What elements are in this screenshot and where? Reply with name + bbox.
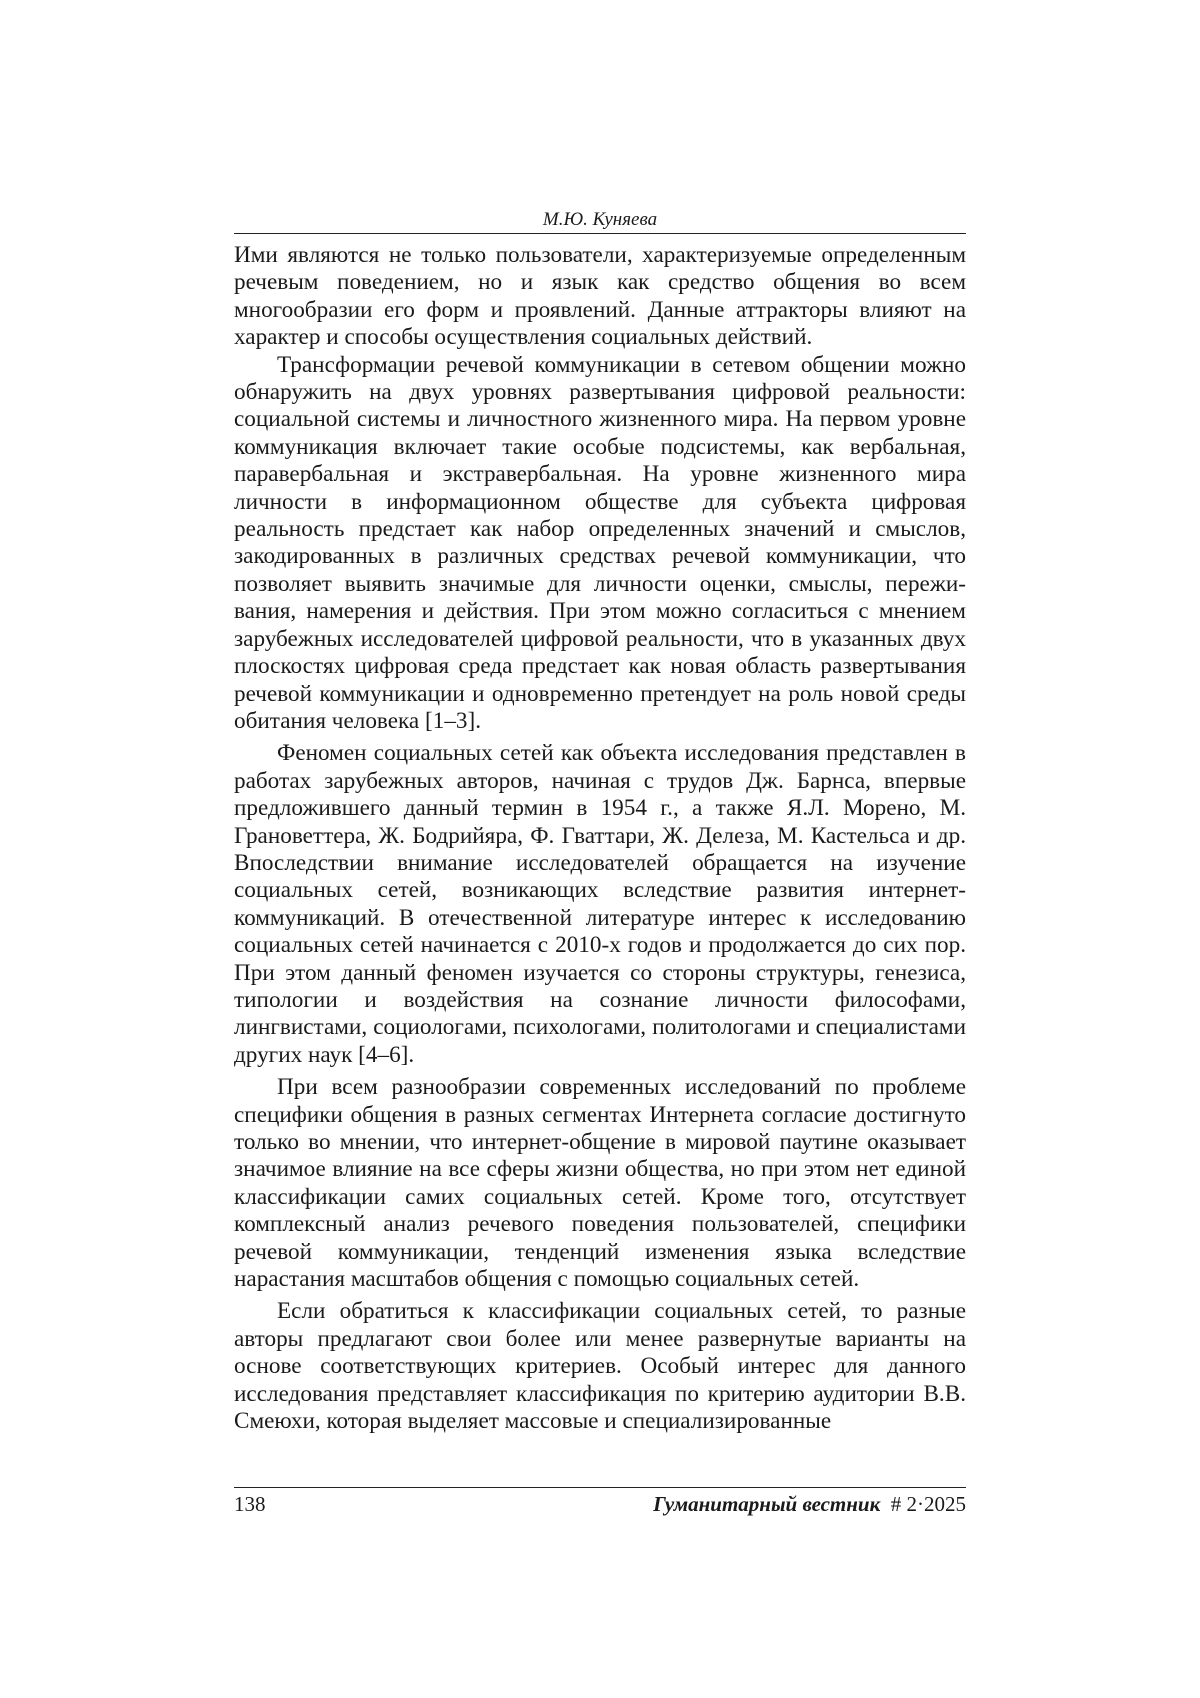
body-text (234, 242, 966, 1435)
journal-info (653, 1490, 966, 1518)
paragraph-3: Феномен социальных сетей как объекта исследования представлен в работах зарубежных авторов, начиная с трудов Дж. Барнса, впервые предложившего данный термин в 1954 г., а также Я.Л. Морено, М. Грановеттера, Ж. Бодрийяра, Ф. Гваттари, Ж. Делеза, М. Кастельса и др. Впоследствии внимание исследователей обращается на изучение социальных сетей, возникающих вследствие развития интернет-коммуникаций. В отечественной литературе интерес к исследованию социальных сетей начинается с 2010-х годов и продолжается до сих пор. При этом данный феномен изучается со стороны структуры, генезиса, типологии и воздействия на сознание личности философами, лингвистами, социологами, психологами, политологами и специалистами других наук [4–6]. (234, 740, 966, 1068)
paragraph-2: Трансформации речевой коммуникации в сетевом общении можно обнаружить на двух уровнях развертывания цифровой реальности: социальной системы и личностного жизненного мира. На первом уровне коммуникация включает такие особые подсистемы, как вербальная, паравербальная и экстравербальная. На уровне жизненного мира личности в информационном обществе для субъекта цифровая реальность предстает как набор определенных значений и смыслов, закодированных в различных средствах речевой коммуникации, что позволяет выявить значимые для личности оценки, смыслы, переживания, намерения и действия. При этом можно согласиться с мнением зарубежных исследователей цифровой реальности, что в указанных двух плоскостях цифровая среда предстает как новая область развертывания речевой коммуникации и одновременно претендует на роль новой среды обитания человека [1–3]. (234, 351, 966, 734)
journal-issue: # 2·2025 (890, 1492, 966, 1516)
page-footer (234, 1490, 966, 1518)
header-rule (234, 233, 966, 234)
page-number: 138 (234, 1492, 266, 1516)
journal-name: Гуманитарный вестник (653, 1492, 881, 1516)
footer-rule (234, 1487, 966, 1488)
paragraph-5: Если обратиться к классификации социальных сетей, то разные авторы предлагают свои более или менее развернутые варианты на основе соответствующих критериев. Особый интерес для данного исследования представляет классификация по критерию аудитории В.В. Смеюхи, которая выделяет массовые и специализированные (234, 1298, 966, 1435)
paragraph-4: При всем разнообразии современных исследований по проблеме специфики общения в разных сегментах Интернета согласие достигнуто только во мнении, что интернет-общение в мировой паутине оказывает значимое влияние на все сферы жизни общества, но при этом нет единой классификации самих социальных сетей. Кроме того, отсутствует комплексный анализ речевого поведения пользователей, специфики речевой коммуникации, тенденций изменения языка вследствие нарастания масштабов общения с помощью социальных сетей. (234, 1074, 966, 1293)
paragraph-1: Ими являются не только пользователи, характеризуемые определенным речевым поведением, но и язык как средство общения во всем многообразии его форм и проявлений. Данные аттракторы влияют на характер и способы осуществления социальных действий. (234, 242, 966, 351)
running-header-author: М.Ю. Куняева (542, 209, 658, 230)
